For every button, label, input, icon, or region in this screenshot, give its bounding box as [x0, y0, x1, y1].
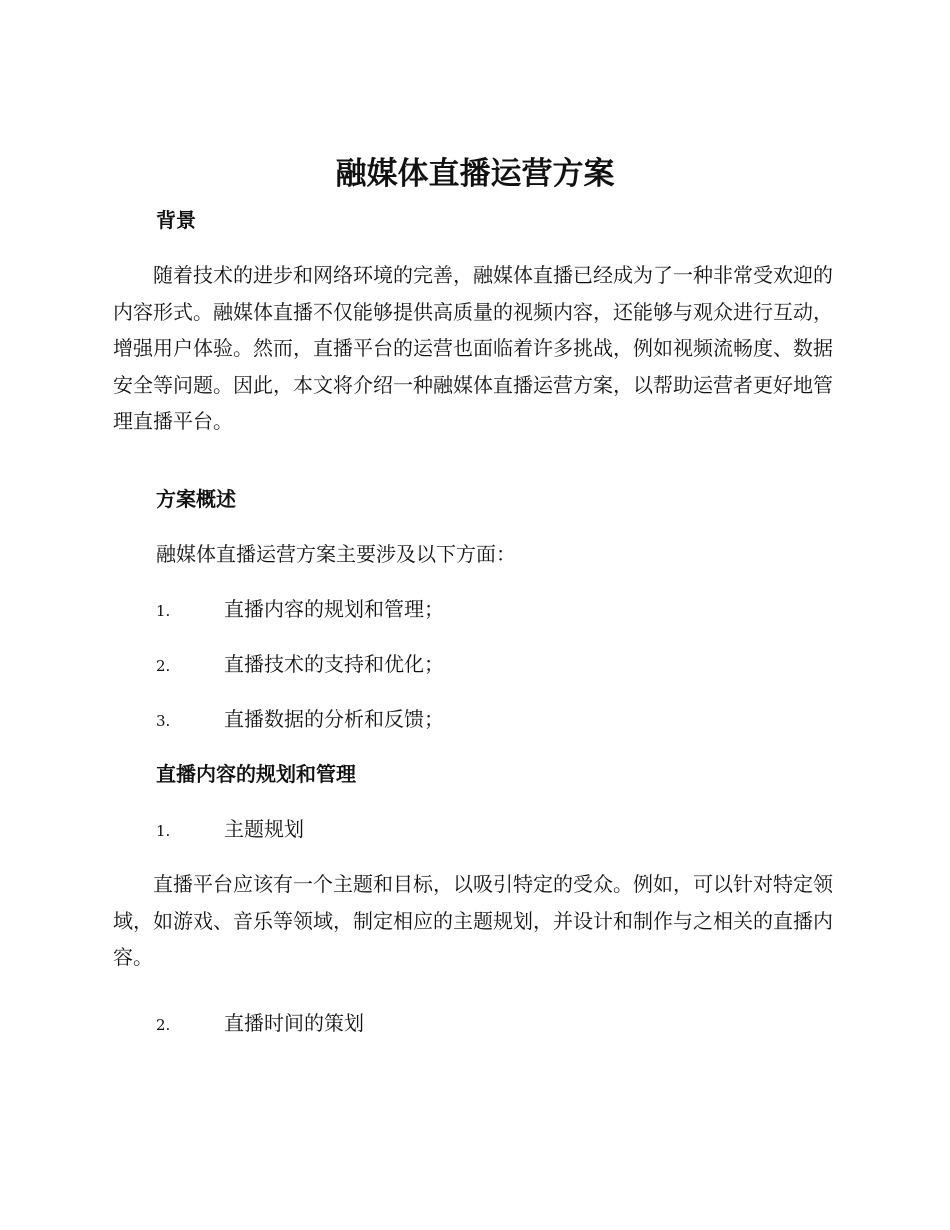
list-item-text: 直播技术的支持和优化； — [224, 652, 444, 676]
list-number: 2. — [156, 1016, 171, 1034]
document-title: 融媒体直播运营方案 — [335, 156, 615, 192]
overview-list-item — [156, 704, 444, 736]
content-planning-paragraph: 直播平台应该有一个主题和目标，以吸引特定的受众。例如，可以针对特定领域，如游戏、音乐等领域，制定相应的主题规划，并设计和制作与之相关的直播内容。 — [113, 872, 833, 969]
list-number: 1. — [156, 602, 171, 620]
background-paragraph: 随着技术的进步和网络环境的完善，融媒体直播已经成为了一种非常受欢迎的内容形式。融媒体直播不仅能够提供高质量的视频内容，还能够与观众进行互动，增强用户体验。然而，直播平台的运营也面临着许多挑战，例如视频流畅度、数据安全等问题。因此，本文将介绍一种融媒体直播运营方案，以帮助运营者更好地管理直播平台。 — [113, 263, 833, 433]
overview-list-item — [156, 594, 444, 626]
section-heading-overview: 方案概述 — [156, 487, 236, 511]
overview-list-item — [156, 649, 444, 681]
list-item-text: 直播数据的分析和反馈； — [224, 707, 444, 731]
list-number: 2. — [156, 657, 171, 675]
list-item-text: 直播内容的规划和管理； — [224, 597, 444, 621]
overview-intro: 融媒体直播运营方案主要涉及以下方面： — [156, 542, 516, 566]
list-item-text: 主题规划 — [224, 817, 304, 841]
section-heading-content-planning: 直播内容的规划和管理 — [156, 762, 356, 786]
content-planning-list-item — [156, 814, 304, 846]
list-number: 3. — [156, 712, 171, 730]
content-planning-list-item — [156, 1008, 364, 1040]
list-item-text: 直播时间的策划 — [224, 1011, 364, 1035]
list-number: 1. — [156, 822, 171, 840]
section-heading-background: 背景 — [156, 208, 196, 232]
